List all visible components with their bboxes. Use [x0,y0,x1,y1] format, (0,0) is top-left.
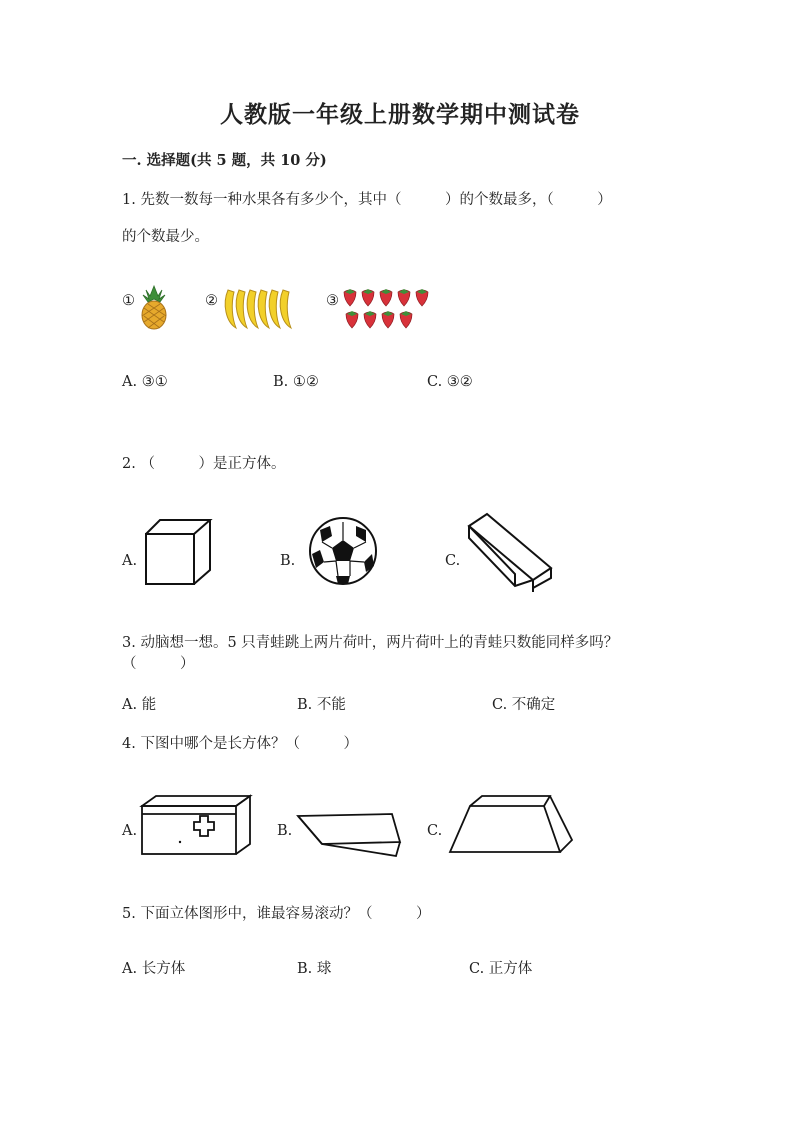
soccer-ball-icon [308,516,378,586]
banana-icon [222,286,294,330]
wedge-icon [296,810,402,858]
medicine-box-icon [140,794,252,856]
pineapple-icon [138,284,170,330]
section-heading: 一. 选择题(共 5 题，共 10 分) [122,152,327,169]
cube-icon [144,518,212,586]
q5-option-b[interactable]: B. 球 [297,961,332,977]
q3-option-a[interactable]: A. 能 [122,697,157,713]
fruit-marker-3: ③ [326,293,339,309]
q2-option-c[interactable]: C. [445,553,461,569]
question-2-text: 2. （ ）是正方体。 [122,456,286,472]
strawberry-icon [342,288,432,332]
q3-option-c[interactable]: C. 不确定 [492,697,556,713]
question-1-line-1: 1. 先数一数每一种水果各有多少个，其中（ ）的个数最多，（ ） [122,192,612,208]
q4-option-a[interactable]: A. [122,823,138,839]
q5-option-a[interactable]: A. 长方体 [122,961,186,977]
q2-option-b[interactable]: B. [280,553,296,569]
question-5-text: 5. 下面立体图形中，谁最容易滚动？（ ） [122,906,431,922]
question-1-line-2: 的个数最少。 [122,229,209,245]
q1-option-c[interactable]: C. ③② [427,374,473,390]
q2-option-a[interactable]: A. [122,553,138,569]
trapezoid-prism-icon [448,794,574,856]
q4-option-c[interactable]: C. [427,823,443,839]
question-3-line-1: 3. 动脑想一想。5 只青蛙跳上两片荷叶，两片荷叶上的青蛙只数能同样多吗？ [122,635,619,651]
q5-option-c[interactable]: C. 正方体 [469,961,533,977]
page-title: 人教版一年级上册数学期中测试卷 [220,101,580,128]
q1-option-b[interactable]: B. ①② [273,374,319,390]
question-3-line-2: （ ） [122,656,195,672]
q4-option-b[interactable]: B. [277,823,293,839]
fruit-marker-2: ② [205,293,218,309]
fruit-marker-1: ① [122,293,135,309]
q3-option-b[interactable]: B. 不能 [297,697,346,713]
cuboid-icon [465,510,555,590]
question-4-text: 4. 下图中哪个是长方体？（ ） [122,736,358,752]
q1-option-a[interactable]: A. ③① [122,374,168,390]
